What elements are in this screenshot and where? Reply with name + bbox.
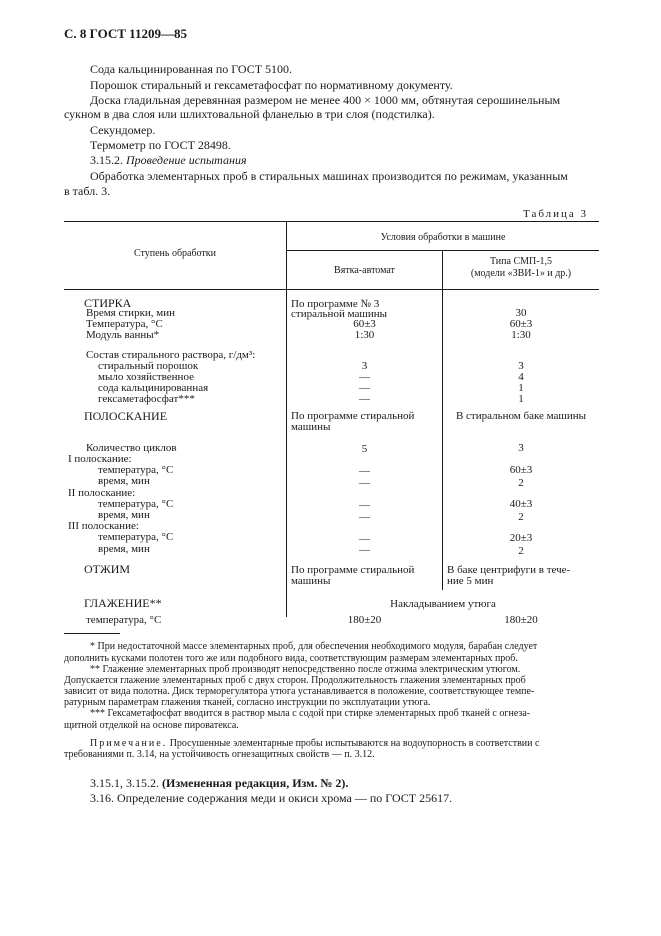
rinse-time-label: время, мин (98, 475, 150, 487)
section-3-16: 3.16. Определение содержания меди и окиси хрома — по ГОСТ 25617. (90, 791, 453, 805)
wash-title: СТИРКА (84, 296, 132, 310)
rinse-3-temp-smp: 20±3 (509, 532, 533, 544)
footnote-rule (64, 633, 120, 634)
column-header-stage: Ступень обработки (133, 248, 217, 259)
spin-vyatka: По программе стиральной (291, 564, 415, 576)
ironing-method: Накладыванием утюга (390, 598, 496, 610)
intro-paragraph: Термометр по ГОСТ 28498. (90, 138, 231, 152)
ironing-temp-smp: 180±20 (504, 614, 538, 626)
solution-row-vyatka: — (359, 393, 370, 405)
rinse-time-label: время, мин (98, 543, 150, 555)
rinse-1-label: I полоскание: (68, 453, 132, 465)
table-subheader-rule (287, 250, 599, 251)
footnote: дополнить кусками полотен того же или подобного вида, соответствующим размерам элементарных проб. (64, 653, 518, 664)
rinse-vyatka-line2: машины (291, 421, 331, 433)
solution-row-vyatka: 3 (361, 360, 368, 372)
intro-paragraph: Сода кальцинированная по ГОСТ 5100. (90, 62, 293, 76)
intro-paragraph: Порошок стиральный и гексаметафосфат по нормативному документу. (90, 78, 453, 92)
column-header-smp: Типа СМП-1,5 (489, 256, 553, 267)
table-caption: Таблица 3 (523, 208, 589, 220)
amendment-line (90, 777, 348, 790)
amendment-sections: 3.15.1, 3.15.2. (90, 776, 159, 790)
ironing-title: ГЛАЖЕНИЕ** (84, 596, 162, 610)
wash-row-smp: 60±3 (509, 318, 533, 330)
rinse-2-time-vyatka: — (359, 511, 370, 523)
rinse-1-temp-smp: 60±3 (509, 464, 533, 476)
rinse-temp-label: температура, °С (98, 498, 174, 510)
solution-row-vyatka: — (359, 382, 370, 394)
spin-smp-line2: ние 5 мин (447, 575, 494, 587)
table-note-line2: требованиями п. 3.14, на устойчивость огнезащитных свойств — п. 3.12. (64, 749, 375, 760)
table-header-rule (64, 289, 599, 290)
spin-title: ОТЖИМ (84, 562, 131, 576)
intro-paragraph: Доска гладильная деревянная размером не менее 400 × 1000 мм, обтянутая серошинельным (90, 93, 561, 107)
intro-paragraph: сукном в два слоя или шлихтовальной фланелью в три слоя (подстилка). (64, 107, 435, 121)
footnote: щитной отделкой на основе пироватекса. (64, 720, 239, 731)
rinse-cycles-vyatka: 5 (361, 443, 368, 455)
wash-row-smp: 1:30 (511, 329, 531, 341)
rinse-cycles-smp: 3 (518, 442, 524, 454)
ironing-temp-vyatka: 180±20 (347, 614, 382, 626)
table-top-rule (64, 221, 599, 222)
rinse-3-time-vyatka: — (359, 544, 370, 556)
intro-paragraph: Секундомер. (90, 123, 156, 137)
intro-paragraph: в табл. 3. (64, 184, 111, 198)
footnote: * При недостаточной массе элементарных проб, для обеспечения необходимого модуля, барабан следует (90, 641, 538, 652)
wash-row-label: Модуль ванны* (86, 329, 160, 341)
section-heading (90, 154, 247, 167)
footnote: *** Гексаметафосфат вводится в раствор мыла с содой при стирке элементарных проб тканей с огнеза- (90, 708, 531, 719)
rinse-2-label: II полоскание: (68, 487, 136, 499)
wash-row-label: Температура, °С (86, 318, 163, 330)
rinse-cycles-label: Количество циклов (86, 442, 177, 454)
page-header: С. 8 ГОСТ 11209—85 (64, 26, 187, 41)
rinse-2-temp-vyatka: — (359, 499, 370, 511)
table-note (90, 738, 539, 749)
note-label: Примечание. (90, 738, 168, 749)
table-vertical-rule (286, 221, 287, 617)
solution-row-smp: 3 (518, 360, 524, 372)
solution-row-smp: 1 (518, 382, 524, 394)
footnote: Допускается глажение элементарных проб с двух сторон. Продолжительность глажения элементарных проб (64, 675, 526, 686)
footnote: ** Глажение элементарных проб производят непосредственно после отжима электрическим утюгом. (90, 664, 521, 675)
rinse-3-label: III полоскание: (68, 520, 139, 532)
solution-row-label: мыло хозяйственное (98, 371, 194, 383)
wash-row-label: Время стирки, мин (86, 307, 176, 319)
rinse-vyatka: По программе стиральной (291, 410, 415, 422)
rinse-1-time-vyatka: — (359, 477, 370, 489)
rinse-title: ПОЛОСКАНИЕ (84, 409, 168, 423)
solution-row-smp: 1 (518, 393, 524, 405)
rinse-1-temp-vyatka: — (359, 465, 370, 477)
wash-program-line2: стиральной машины (291, 308, 387, 320)
solution-row-label: гексаметафосфат*** (98, 393, 195, 405)
wash-program-text: По программе № 3 (291, 298, 380, 310)
solution-row-vyatka: — (359, 371, 370, 383)
spin-vyatka-line2: машины (291, 575, 331, 587)
section-title: Проведение испытания (126, 153, 247, 167)
wash-row-smp: 30 (515, 307, 527, 319)
footnote: ратурным параметрам глажения тканей, согласно инструкции по эксплуатации утюга. (64, 697, 431, 708)
rinse-3-temp-vyatka: — (359, 533, 370, 545)
rinse-1-time-smp: 2 (518, 477, 524, 489)
solution-title: Состав стирального раствора, г/дм³: (86, 349, 256, 361)
section-number: 3.15.2. (90, 153, 123, 167)
rinse-2-time-smp: 2 (518, 511, 524, 523)
wash-row-vyatka: 1:30 (354, 329, 375, 341)
column-header-conditions: Условия обработки в машине (380, 232, 506, 243)
ironing-temp-label: температура, °С (86, 614, 162, 626)
solution-row-label: сода кальцинированная (98, 382, 209, 394)
spin-smp: В баке центрифуги в тече- (447, 564, 571, 576)
solution-row-smp: 4 (518, 371, 524, 383)
rinse-smp: В стиральном баке машины (455, 410, 587, 422)
column-header-vyatka: Вятка-автомат (334, 265, 395, 276)
amendment-text: (Измененная редакция, Изм. № 2). (159, 776, 349, 790)
rinse-3-time-smp: 2 (518, 545, 524, 557)
rinse-time-label: время, мин (98, 509, 150, 521)
wash-row-vyatka: 60±3 (353, 318, 376, 330)
solution-row-label: стиральный порошок (98, 360, 199, 372)
intro-paragraph: Обработка элементарных проб в стиральных машинах производится по режимам, указанным (90, 169, 568, 183)
rinse-temp-label: температура, °С (98, 531, 174, 543)
note-text: Просушенные элементарные пробы испытываются на водоупорность в соответствии с (167, 738, 540, 749)
footnote: зависит от вида полотна. Диск терморегулятора утюга устанавливается в положение, соответствующее темпе- (64, 686, 535, 697)
rinse-2-temp-smp: 40±3 (509, 498, 533, 510)
column-header-smp-models: (модели «ЗВИ-1» и др.) (470, 268, 572, 279)
rinse-temp-label: температура, °С (98, 464, 174, 476)
